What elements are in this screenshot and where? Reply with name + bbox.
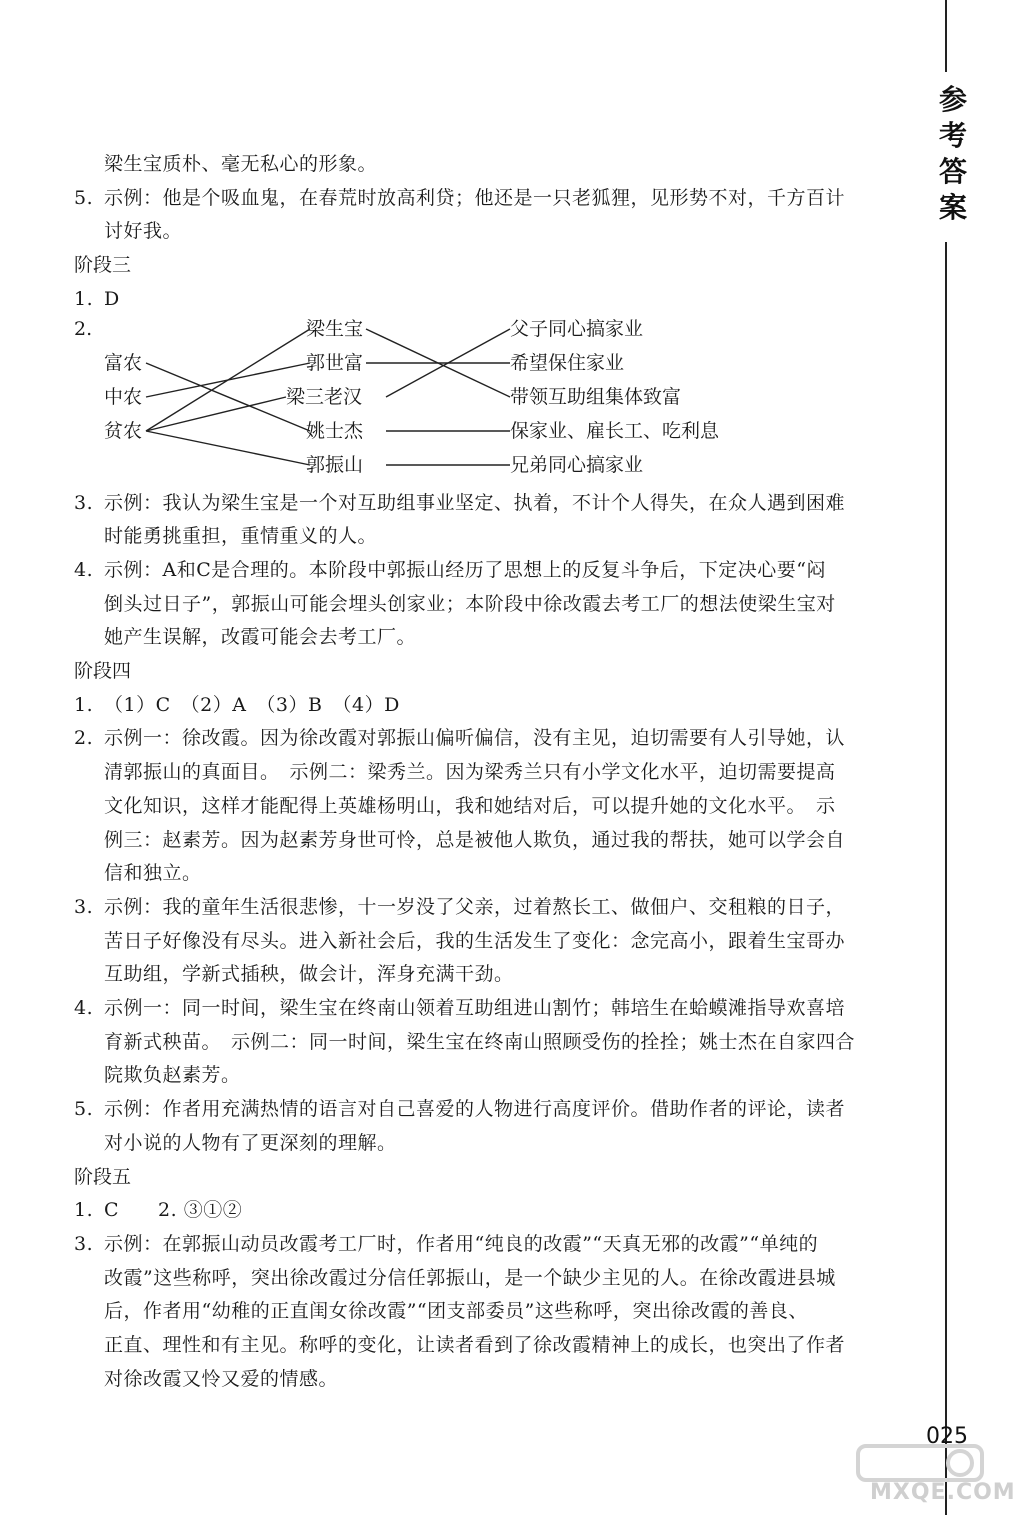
trait-label: 兄弟同心搞家业 [510, 453, 644, 476]
watermark-url: MXQE.COM [870, 1480, 1016, 1505]
answer-line: 3. 示例：在郭振山动员改霞考工厂时，作者用“纯良的改霞”“天真无邪的改霞”“单纯的 [74, 1232, 819, 1255]
character-label: 梁三老汉 [286, 385, 363, 408]
text-line: 梁生宝质朴、毫无私心的形象。 [104, 153, 378, 175]
text-line: 院欺负赵素芳。 [104, 1064, 241, 1087]
text-line: 改霞”这些称呼，突出徐改霞过分信任郭振山，是一个缺少主见的人。在徐改霞进县城 [104, 1266, 836, 1289]
answer-line: 3. 示例：我的童年生活很悲惨，十一岁没了父亲，过着熬长工、做佃户、交租粮的日子， [74, 895, 846, 918]
trait-label: 保家业、雇长工、吃利息 [510, 419, 720, 442]
connector-line [146, 329, 310, 431]
answer-line: 5. 示例：他是个吸血鬼，在春荒时放高利贷；他还是一只老狐狸，见形势不对，千方百计 [74, 186, 846, 209]
answer-line: 1. （1）C （2）A （3）B （4）D [74, 693, 400, 716]
side-title-char: 答 [938, 155, 967, 188]
answer-line: 3. 示例：我认为梁生宝是一个对互助组事业坚定、执着，不计个人得失，在众人遇到困难 [74, 491, 846, 514]
answer-line: 4. 示例一：同一时间，梁生宝在终南山领着互助组进山割竹；韩培生在蛤蟆滩指导欢喜培 [74, 997, 846, 1020]
text-line: 信和独立。 [104, 862, 202, 885]
answer-line: 2. 示例一：徐改霞。因为徐改霞对郭振山偏听偏信，没有主见，迫切需要有人引导她，认 [74, 727, 846, 750]
text-line: 后，作者用“幼稚的正直闺女徐改霞”“团支部委员”这些称呼，突出徐改霞的善良、 [104, 1300, 808, 1323]
trait-label: 希望保住家业 [510, 351, 625, 374]
side-title-char: 考 [938, 119, 967, 152]
text-line: 讨好我。 [104, 220, 183, 243]
text-line: 育新式秧苗。 示例二：同一时间，梁生宝在终南山照顾受伤的拴拴；姚士杰在自家四合 [104, 1030, 856, 1053]
question-number: 2. [74, 317, 93, 340]
side-title-char: 案 [938, 191, 967, 224]
character-label: 姚士杰 [306, 419, 364, 442]
stage-heading: 阶段三 [74, 254, 132, 277]
answer-line: 4. 示例：A和C是合理的。本阶段中郭振山经历了思想上的反复斗争后，下定决心要“闷 [74, 558, 826, 581]
text-line: 倒头过日子”，郭振山可能会埋头创家业；本阶段中徐改霞去考工厂的想法使梁生宝对 [104, 592, 836, 615]
trait-label: 父子同心搞家业 [510, 317, 644, 340]
page-number: 025 [926, 1424, 968, 1449]
character-label: 郭振山 [306, 453, 364, 476]
text-line: 例三：赵素芳。因为赵素芳身世可怜，总是被他人欺负，通过我的帮扶，她可以学会自 [104, 828, 846, 851]
answer-line: 1. C 2. ③①② [74, 1199, 243, 1222]
trait-label: 带领互助组集体致富 [510, 385, 682, 408]
text-line: 苦日子好像没有尽头。进入新社会后，我的生活发生了变化：念完高小，跟着生宝哥办 [104, 929, 846, 952]
text-line: 对徐改霞又怜又爱的情感。 [104, 1367, 339, 1390]
connector-line [146, 431, 310, 465]
side-title-char: 参 [938, 83, 967, 116]
text-line: 正直、理性和有主见。称呼的变化，让读者看到了徐改霞精神上的成长，也突出了作者 [104, 1334, 846, 1357]
answer-content [74, 148, 904, 1397]
character-label: 梁生宝 [306, 317, 364, 340]
answer-line: 5. 示例：作者用充满热情的语言对自己喜爱的人物进行高度评价。借助作者的评论，读者 [74, 1098, 846, 1121]
text-line: 文化知识，这样才能配得上英雄杨明山，我和她结对后，可以提升她的文化水平。 示 [104, 794, 836, 817]
text-line: 清郭振山的真面目。 示例二：梁秀兰。因为梁秀兰只有小学文化水平，迫切需要提高 [104, 761, 836, 784]
text-line: 对小说的人物有了更深刻的理解。 [104, 1131, 397, 1154]
class-label: 富农 [104, 351, 143, 374]
matching-diagram [74, 317, 904, 487]
text-line: 她产生误解，改霞可能会去考工厂。 [104, 626, 417, 649]
class-label: 中农 [104, 385, 143, 408]
text-line: 互助组，学新式插秧，做会计，浑身充满干劲。 [104, 963, 514, 986]
side-title [938, 82, 968, 226]
stage-heading: 阶段四 [74, 660, 132, 683]
text-line: 时能勇挑重担，重情重义的人。 [104, 525, 378, 548]
answer-line: 1. D [74, 287, 120, 310]
connector-line [146, 397, 286, 431]
stage-heading: 阶段五 [74, 1165, 132, 1188]
character-label: 郭世富 [306, 351, 364, 374]
class-label: 贫农 [104, 419, 143, 442]
connector-lines [74, 317, 774, 487]
